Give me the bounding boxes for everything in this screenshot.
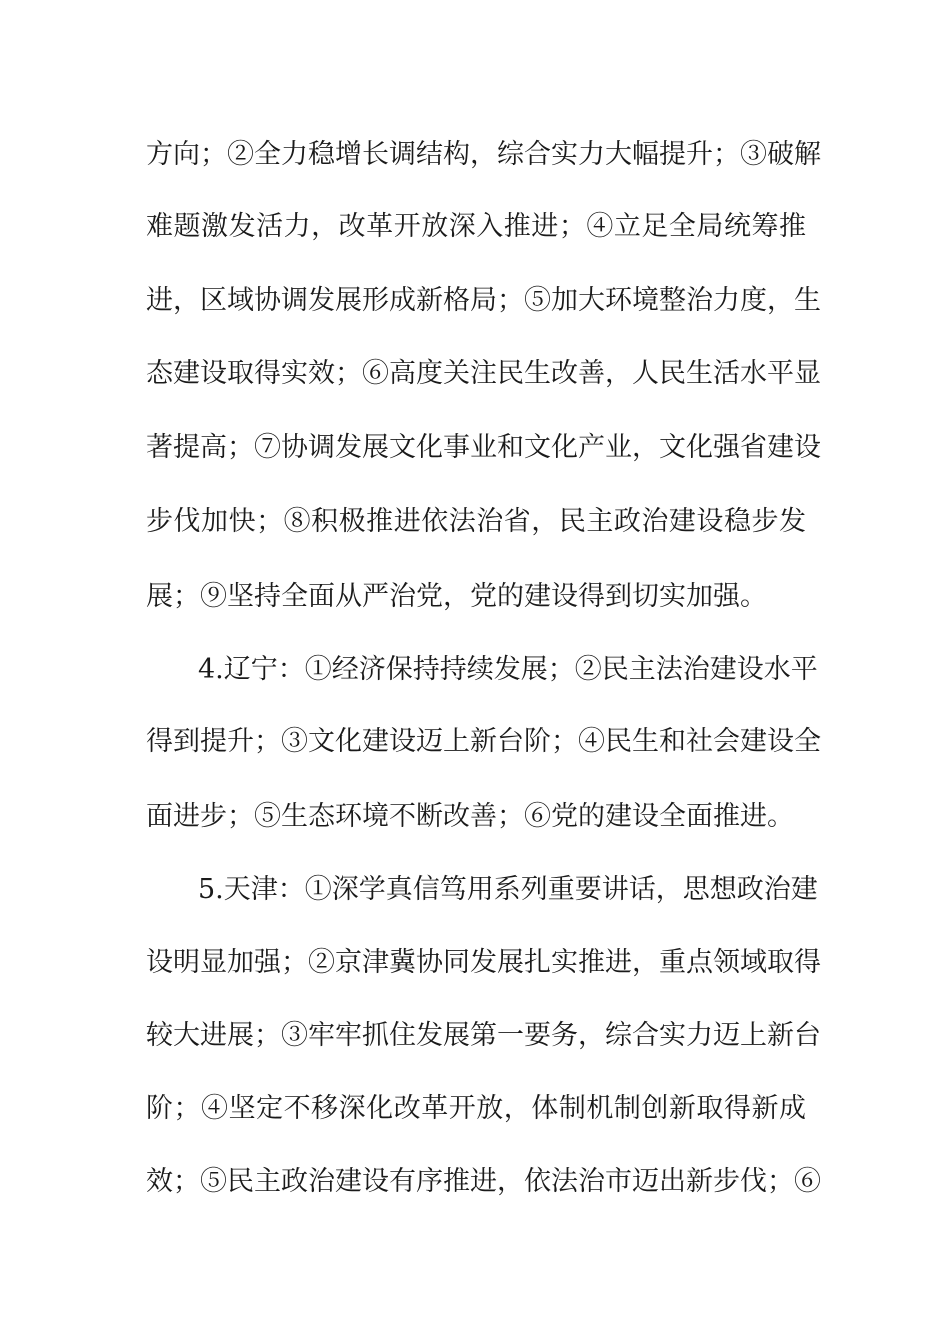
text-line: 得到提升；③文化建设迈上新台阶；④民生和社会建设全 xyxy=(146,726,821,757)
text-line: 设明显加强；②京津冀协同发展扎实推进，重点领域取得 xyxy=(146,947,821,978)
text-line: 较大进展；③牢牢抓住发展第一要务，综合实力迈上新台 xyxy=(146,1020,821,1051)
text-line: 阶；④坚定不移深化改革开放，体制机制创新取得新成 xyxy=(146,1093,806,1124)
text-line: 方向；②全力稳增长调结构，综合实力大幅提升；③破解 xyxy=(146,139,821,170)
text-line: 著提高；⑦协调发展文化事业和文化产业，文化强省建设 xyxy=(146,432,821,463)
text-line: 面进步；⑤生态环境不断改善；⑥党的建设全面推进。 xyxy=(146,801,794,832)
text-line: 难题激发活力，改革开放深入推进；④立足全局统筹推 xyxy=(146,211,806,242)
text-line: 步伐加快；⑧积极推进依法治省，民主政治建设稳步发 xyxy=(146,506,806,537)
text-line: 展；⑨坚持全面从严治党，党的建设得到切实加强。 xyxy=(146,581,767,612)
text-line: 效；⑤民主政治建设有序推进，依法治市迈出新步伐；⑥ xyxy=(146,1166,821,1197)
text-line: 态建设取得实效；⑥高度关注民生改善，人民生活水平显 xyxy=(146,358,821,389)
text-line: 进，区域协调发展形成新格局；⑤加大环境整治力度，生 xyxy=(146,285,821,316)
paragraph-first-line: 4.辽宁：①经济保持持续发展；②民主法治建设水平 xyxy=(198,654,818,685)
paragraph-first-line: 5.天津：①深学真信笃用系列重要讲话，思想政治建 xyxy=(198,874,818,905)
